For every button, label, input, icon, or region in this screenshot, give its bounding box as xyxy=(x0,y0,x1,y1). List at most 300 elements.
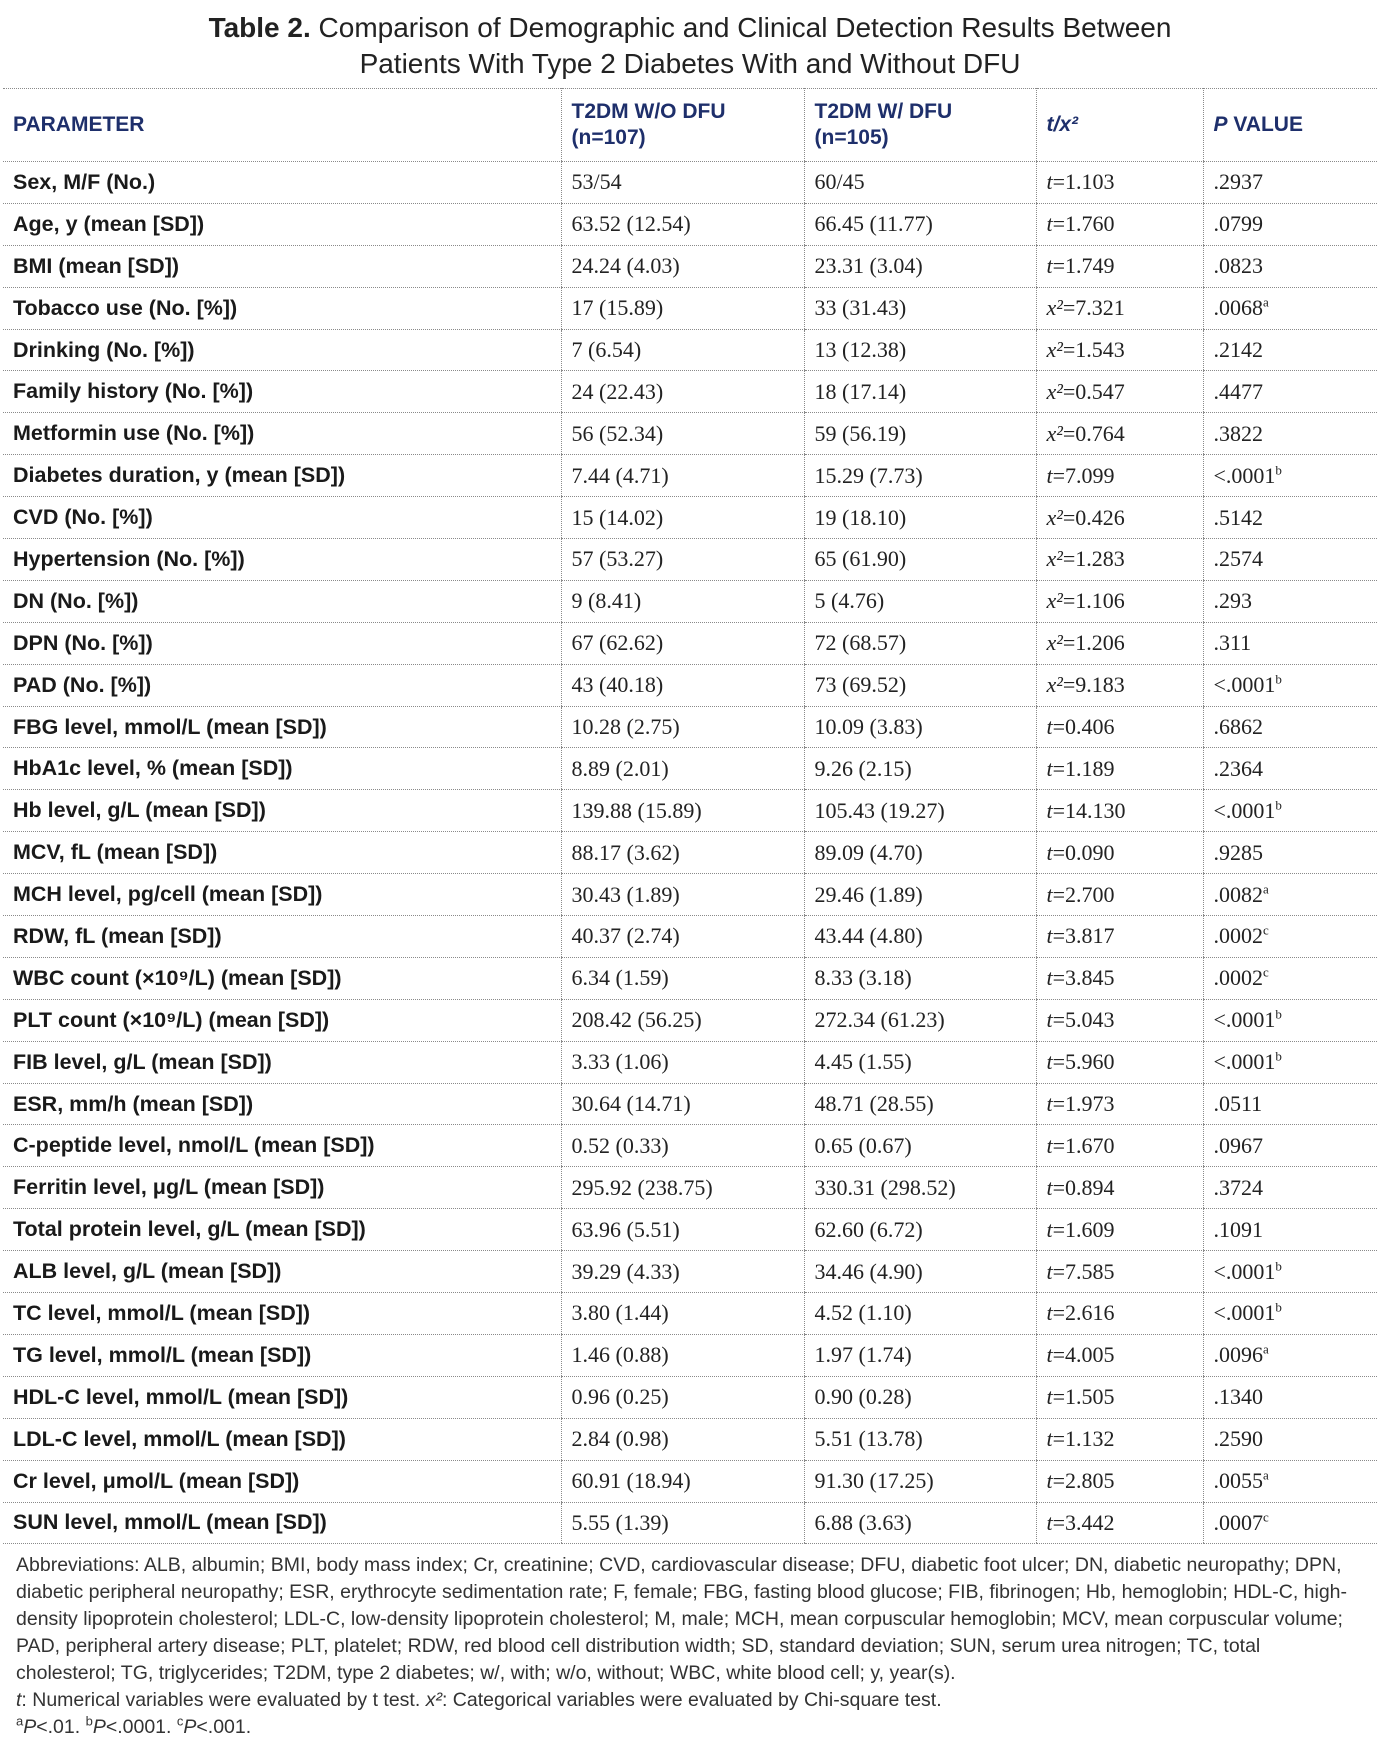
statistic-value: =1.670 xyxy=(1052,1132,1115,1158)
cell-t2dm-with-dfu: 0.90 (0.28) xyxy=(804,1376,1036,1418)
cell-test-statistic xyxy=(1036,1460,1203,1502)
p-value-text: <.0001 xyxy=(1213,1300,1276,1326)
statistic-value: =5.043 xyxy=(1052,1007,1115,1033)
statistic-symbol: t xyxy=(1046,714,1053,740)
cell-p-value xyxy=(1203,1502,1377,1544)
cell-parameter: Total protein level, g/L (mean [SD]) xyxy=(3,1209,561,1251)
cell-t2dm-with-dfu: 10.09 (3.83) xyxy=(804,706,1036,748)
statistic-value: =1.189 xyxy=(1052,755,1115,781)
p-value-text: .0002 xyxy=(1213,923,1263,949)
statistic-value: =7.099 xyxy=(1052,462,1115,488)
table-row xyxy=(3,245,1377,287)
p-value-text: .3724 xyxy=(1213,1174,1263,1200)
footnote-mark: a xyxy=(16,1713,24,1729)
footnote-mark: c xyxy=(176,1713,184,1729)
cell-p-value xyxy=(1203,1083,1377,1125)
p-value-text: .2574 xyxy=(1213,546,1263,572)
cell-test-statistic xyxy=(1036,706,1203,748)
footnote-symbol: P xyxy=(183,1716,197,1739)
significance-marker: b xyxy=(1275,1300,1282,1316)
cell-t2dm-with-dfu: 1.97 (1.74) xyxy=(804,1334,1036,1376)
statistic-value: =7.321 xyxy=(1062,295,1125,321)
cell-p-value xyxy=(1203,287,1377,329)
footnote-symbol: P xyxy=(23,1716,37,1739)
statistic-symbol: t xyxy=(1046,923,1053,949)
statistic-value: =2.700 xyxy=(1052,881,1115,907)
statistic-symbol: t xyxy=(1046,1132,1053,1158)
cell-p-value xyxy=(1203,748,1377,790)
cell-t2dm-without-dfu: 24 (22.43) xyxy=(561,371,804,413)
statistic-value: =0.547 xyxy=(1062,378,1125,404)
significance-marker: b xyxy=(1275,671,1282,687)
statistic-symbol: t xyxy=(1046,965,1053,991)
statistic-value: =0.426 xyxy=(1062,504,1125,530)
header-parameter: PARAMETER xyxy=(3,89,561,162)
cell-test-statistic xyxy=(1036,1502,1203,1544)
p-value-text: .5142 xyxy=(1213,504,1263,530)
statistic-value: =7.585 xyxy=(1052,1258,1115,1284)
statistic-value: =2.616 xyxy=(1052,1300,1115,1326)
statistic-value: =3.845 xyxy=(1052,965,1115,991)
cell-p-value xyxy=(1203,832,1377,874)
cell-t2dm-without-dfu: 8.89 (2.01) xyxy=(561,748,804,790)
table-body xyxy=(3,162,1377,1544)
statistic-value: =1.103 xyxy=(1052,169,1115,195)
cell-parameter: WBC count (×10⁹/L) (mean [SD]) xyxy=(3,957,561,999)
cell-parameter: RDW, fL (mean [SD]) xyxy=(3,916,561,958)
caption-line-1 xyxy=(0,10,1380,46)
significance-marker: a xyxy=(1263,294,1269,310)
significance-marker: c xyxy=(1263,965,1269,981)
cell-parameter: C-peptide level, nmol/L (mean [SD]) xyxy=(3,1125,561,1167)
p-value-text: <.0001 xyxy=(1213,797,1276,823)
cell-t2dm-without-dfu: 139.88 (15.89) xyxy=(561,790,804,832)
footnote-text: <.0001. xyxy=(105,1716,172,1739)
cell-p-value xyxy=(1203,1293,1377,1335)
p-value-text: .0007 xyxy=(1213,1509,1263,1535)
cell-t2dm-with-dfu: 65 (61.90) xyxy=(804,539,1036,581)
table-row xyxy=(3,664,1377,706)
header-t2dm-without-dfu xyxy=(561,89,804,162)
statistic-symbol: t xyxy=(1046,1216,1053,1242)
cell-t2dm-without-dfu: 0.52 (0.33) xyxy=(561,1125,804,1167)
cell-test-statistic xyxy=(1036,1209,1203,1251)
cell-parameter: Tobacco use (No. [%]) xyxy=(3,287,561,329)
statistic-value: =3.817 xyxy=(1052,923,1115,949)
cell-p-value xyxy=(1203,203,1377,245)
cell-p-value xyxy=(1203,1125,1377,1167)
table-label: Table 2. xyxy=(208,12,311,43)
table-row xyxy=(3,622,1377,664)
cell-p-value xyxy=(1203,1209,1377,1251)
cell-t2dm-without-dfu: 208.42 (56.25) xyxy=(561,999,804,1041)
table-row xyxy=(3,371,1377,413)
significance-marker: b xyxy=(1275,1258,1282,1274)
cell-p-value xyxy=(1203,245,1377,287)
p-value-text: .2364 xyxy=(1213,755,1263,781)
statistic-value: =1.132 xyxy=(1052,1426,1115,1452)
cell-parameter: CVD (No. [%]) xyxy=(3,497,561,539)
cell-t2dm-with-dfu: 73 (69.52) xyxy=(804,664,1036,706)
statistic-symbol: t xyxy=(1046,1007,1053,1033)
cell-t2dm-without-dfu: 7.44 (4.71) xyxy=(561,455,804,497)
cell-test-statistic xyxy=(1036,1125,1203,1167)
statistic-value: =1.543 xyxy=(1062,337,1125,362)
table-row xyxy=(3,1125,1377,1167)
cell-t2dm-without-dfu: 295.92 (238.75) xyxy=(561,1167,804,1209)
cell-t2dm-without-dfu: 17 (15.89) xyxy=(561,287,804,329)
table-header xyxy=(3,89,1377,162)
table-notes xyxy=(16,1552,1364,1741)
cell-t2dm-with-dfu: 13 (12.38) xyxy=(804,329,1036,371)
statistic-symbol: t xyxy=(1046,253,1053,279)
header-p-symbol: P xyxy=(1213,113,1228,136)
cell-p-value xyxy=(1203,664,1377,706)
p-value-text: .293 xyxy=(1213,588,1252,614)
table-row xyxy=(3,413,1377,455)
cell-parameter: FIB level, g/L (mean [SD]) xyxy=(3,1041,561,1083)
cell-test-statistic xyxy=(1036,664,1203,706)
cell-test-statistic xyxy=(1036,203,1203,245)
statistic-symbol: x² xyxy=(1046,378,1063,404)
header-p-value xyxy=(1203,89,1377,162)
statistic-symbol: x² xyxy=(1046,337,1063,362)
cell-parameter: Cr level, μmol/L (mean [SD]) xyxy=(3,1460,561,1502)
cell-parameter: SUN level, mmol/L (mean [SD]) xyxy=(3,1502,561,1544)
header-t2dm-with-dfu-label: T2DM W/ DFU xyxy=(814,100,953,123)
statistic-symbol: t xyxy=(1046,169,1053,195)
cell-t2dm-without-dfu: 9 (8.41) xyxy=(561,580,804,622)
cell-p-value xyxy=(1203,874,1377,916)
p-value-text: .0823 xyxy=(1213,253,1263,279)
table-row xyxy=(3,1209,1377,1251)
statistic-symbol: t xyxy=(1046,1342,1053,1368)
cell-t2dm-with-dfu: 18 (17.14) xyxy=(804,371,1036,413)
statistic-symbol: t xyxy=(1046,1509,1053,1535)
cell-p-value xyxy=(1203,957,1377,999)
cell-p-value xyxy=(1203,999,1377,1041)
p-value-text: .0799 xyxy=(1213,211,1263,237)
significance-marker: c xyxy=(1263,923,1269,939)
statistic-value: =0.764 xyxy=(1062,420,1125,446)
x-note-text: : Categorical variables were evaluated by Chi-square test. xyxy=(441,1689,942,1712)
table-row xyxy=(3,748,1377,790)
p-value-text: .0511 xyxy=(1213,1091,1263,1117)
header-t2dm-with-dfu xyxy=(804,89,1036,162)
statistic-value: =1.609 xyxy=(1052,1216,1115,1242)
header-test-statistic: t/x² xyxy=(1036,89,1203,162)
table-row xyxy=(3,999,1377,1041)
statistic-value: =9.183 xyxy=(1062,672,1125,698)
statistic-symbol: t xyxy=(1046,755,1053,781)
p-value-text: <.0001 xyxy=(1213,462,1276,488)
table-row xyxy=(3,1083,1377,1125)
cell-parameter: Sex, M/F (No.) xyxy=(3,162,561,204)
table-row xyxy=(3,287,1377,329)
table-row xyxy=(3,162,1377,204)
table-row xyxy=(3,832,1377,874)
table-row xyxy=(3,203,1377,245)
cell-p-value xyxy=(1203,1460,1377,1502)
p-value-text: .311 xyxy=(1213,630,1252,656)
cell-parameter: FBG level, mmol/L (mean [SD]) xyxy=(3,706,561,748)
statistic-symbol: t xyxy=(1046,881,1053,907)
header-t2dm-with-dfu-n: (n=105) xyxy=(814,126,889,149)
statistic-symbol: t xyxy=(1046,211,1053,237)
cell-p-value xyxy=(1203,706,1377,748)
cell-t2dm-without-dfu: 1.46 (0.88) xyxy=(561,1334,804,1376)
table-row xyxy=(3,957,1377,999)
comparison-table xyxy=(3,88,1377,1544)
footnote-text: <.001. xyxy=(196,1716,252,1739)
header-t2dm-without-dfu-n: (n=107) xyxy=(571,126,646,149)
cell-t2dm-with-dfu: 43.44 (4.80) xyxy=(804,916,1036,958)
cell-parameter: HDL-C level, mmol/L (mean [SD]) xyxy=(3,1376,561,1418)
cell-t2dm-with-dfu: 19 (18.10) xyxy=(804,497,1036,539)
cell-t2dm-without-dfu: 63.96 (5.51) xyxy=(561,1209,804,1251)
p-value-text: .2590 xyxy=(1213,1426,1263,1452)
cell-t2dm-without-dfu: 10.28 (2.75) xyxy=(561,706,804,748)
statistic-symbol: t xyxy=(1046,1258,1053,1284)
statistic-symbol: x² xyxy=(1046,504,1063,530)
cell-test-statistic xyxy=(1036,832,1203,874)
cell-t2dm-with-dfu: 89.09 (4.70) xyxy=(804,832,1036,874)
table-row xyxy=(3,1251,1377,1293)
table-row xyxy=(3,455,1377,497)
cell-t2dm-with-dfu: 0.65 (0.67) xyxy=(804,1125,1036,1167)
p-value-text: .0068 xyxy=(1213,295,1263,321)
cell-parameter: MCH level, pg/cell (mean [SD]) xyxy=(3,874,561,916)
table-row xyxy=(3,874,1377,916)
cell-t2dm-with-dfu: 8.33 (3.18) xyxy=(804,957,1036,999)
cell-t2dm-with-dfu: 72 (68.57) xyxy=(804,622,1036,664)
cell-p-value xyxy=(1203,1334,1377,1376)
statistic-value: =4.005 xyxy=(1052,1342,1115,1368)
cell-parameter: Hypertension (No. [%]) xyxy=(3,539,561,581)
statistic-value: =1.206 xyxy=(1062,630,1125,656)
table-row xyxy=(3,329,1377,371)
cell-p-value xyxy=(1203,162,1377,204)
cell-parameter: TG level, mmol/L (mean [SD]) xyxy=(3,1334,561,1376)
cell-t2dm-with-dfu: 5 (4.76) xyxy=(804,580,1036,622)
cell-test-statistic xyxy=(1036,539,1203,581)
table-row xyxy=(3,580,1377,622)
p-value-text: .9285 xyxy=(1213,839,1263,865)
cell-test-statistic xyxy=(1036,916,1203,958)
cell-p-value xyxy=(1203,790,1377,832)
cell-t2dm-with-dfu: 34.46 (4.90) xyxy=(804,1251,1036,1293)
cell-t2dm-without-dfu: 67 (62.62) xyxy=(561,622,804,664)
p-value-text: .0055 xyxy=(1213,1468,1263,1494)
p-value-text: .1340 xyxy=(1213,1384,1263,1410)
statistic-value: =1.283 xyxy=(1062,546,1125,572)
statistic-symbol: t xyxy=(1046,1468,1053,1494)
statistic-symbol: x² xyxy=(1046,420,1063,446)
footnote-mark: b xyxy=(85,1713,93,1729)
cell-parameter: Metformin use (No. [%]) xyxy=(3,413,561,455)
p-value-text: .0082 xyxy=(1213,881,1263,907)
cell-p-value xyxy=(1203,1167,1377,1209)
test-note xyxy=(16,1687,1364,1714)
statistic-value: =2.805 xyxy=(1052,1468,1115,1494)
abbreviations-note: Abbreviations: ALB, albumin; BMI, body mass index; Cr, creatinine; CVD, cardiovascular disease; DFU, diabetic foot ulcer; DN, diabetic neuropathy; DPN, diabetic peripheral neuropathy; ESR, erythrocyte sedimentation rate; F, female; FBG, fasting blood glucose; FIB, fibrinogen; Hb, hemoglobin; HDL-C, high-density lipoprotein cholesterol; LDL-C, low-density lipoprotein cholesterol; M, male; MCH, mean corpuscular hemoglobin; MCV, mean corpuscular volume; PAD, peripheral artery disease; PLT, platelet; RDW, red blood cell distribution width; SD, standard deviation; SUN, serum urea nitrogen; TC, total cholesterol; TG, triglycerides; T2DM, type 2 diabetes; w/, with; w/o, without; WBC, white blood cell; y, year(s). xyxy=(16,1554,1348,1685)
statistic-symbol: x² xyxy=(1046,630,1063,656)
statistic-symbol: t xyxy=(1046,797,1053,823)
statistic-symbol: t xyxy=(1046,1049,1053,1075)
cell-t2dm-with-dfu: 4.52 (1.10) xyxy=(804,1293,1036,1335)
cell-test-statistic xyxy=(1036,1167,1203,1209)
cell-test-statistic xyxy=(1036,371,1203,413)
cell-parameter: BMI (mean [SD]) xyxy=(3,245,561,287)
cell-t2dm-without-dfu: 39.29 (4.33) xyxy=(561,1251,804,1293)
cell-t2dm-without-dfu: 6.34 (1.59) xyxy=(561,957,804,999)
table-row xyxy=(3,1460,1377,1502)
cell-test-statistic xyxy=(1036,580,1203,622)
statistic-value: =14.130 xyxy=(1052,797,1126,823)
statistic-value: =0.894 xyxy=(1052,1174,1115,1200)
p-value-text: .0967 xyxy=(1213,1132,1263,1158)
cell-t2dm-with-dfu: 60/45 xyxy=(804,162,1036,204)
statistic-symbol: x² xyxy=(1046,588,1063,614)
table-row xyxy=(3,706,1377,748)
cell-t2dm-without-dfu: 88.17 (3.62) xyxy=(561,832,804,874)
cell-t2dm-with-dfu: 66.45 (11.77) xyxy=(804,203,1036,245)
table-title-line-1: Comparison of Demographic and Clinical Detection Results Between xyxy=(318,12,1172,43)
cell-test-statistic xyxy=(1036,455,1203,497)
cell-t2dm-without-dfu: 43 (40.18) xyxy=(561,664,804,706)
cell-p-value xyxy=(1203,1041,1377,1083)
p-value-text: .0002 xyxy=(1213,965,1263,991)
p-value-text: .2142 xyxy=(1213,337,1263,362)
cell-t2dm-with-dfu: 4.45 (1.55) xyxy=(804,1041,1036,1083)
cell-t2dm-with-dfu: 272.34 (61.23) xyxy=(804,999,1036,1041)
table-row xyxy=(3,1293,1377,1335)
table-title-line-2: Patients With Type 2 Diabetes With and Without DFU xyxy=(359,48,1021,79)
cell-t2dm-without-dfu: 60.91 (18.94) xyxy=(561,1460,804,1502)
statistic-symbol: t xyxy=(1046,1174,1053,1200)
cell-p-value xyxy=(1203,622,1377,664)
significance-marker: a xyxy=(1263,1467,1269,1483)
p-value-text: <.0001 xyxy=(1213,1049,1276,1075)
x-symbol: x² xyxy=(425,1689,442,1712)
cell-parameter: Ferritin level, μg/L (mean [SD]) xyxy=(3,1167,561,1209)
significance-marker: b xyxy=(1275,1048,1282,1064)
cell-parameter: HbA1c level, % (mean [SD]) xyxy=(3,748,561,790)
significance-marker: c xyxy=(1263,1509,1269,1525)
cell-test-statistic xyxy=(1036,748,1203,790)
header-t2dm-without-dfu-label: T2DM W/O DFU xyxy=(571,100,726,123)
table-row xyxy=(3,916,1377,958)
cell-test-statistic xyxy=(1036,874,1203,916)
cell-p-value xyxy=(1203,1251,1377,1293)
footnote-symbol: P xyxy=(92,1716,106,1739)
significance-marker: a xyxy=(1263,1342,1269,1358)
cell-parameter: ALB level, g/L (mean [SD]) xyxy=(3,1251,561,1293)
p-value-text: .3822 xyxy=(1213,420,1263,446)
cell-t2dm-with-dfu: 62.60 (6.72) xyxy=(804,1209,1036,1251)
cell-parameter: PAD (No. [%]) xyxy=(3,664,561,706)
cell-t2dm-without-dfu: 7 (6.54) xyxy=(561,329,804,371)
p-value-text: <.0001 xyxy=(1213,1007,1276,1033)
p-value-text: .6862 xyxy=(1213,714,1263,740)
cell-parameter: PLT count (×10⁹/L) (mean [SD]) xyxy=(3,999,561,1041)
statistic-symbol: x² xyxy=(1046,672,1063,698)
statistic-symbol: t xyxy=(1046,1426,1053,1452)
table-row xyxy=(3,1167,1377,1209)
cell-test-statistic xyxy=(1036,287,1203,329)
cell-t2dm-without-dfu: 5.55 (1.39) xyxy=(561,1502,804,1544)
cell-t2dm-without-dfu: 30.64 (14.71) xyxy=(561,1083,804,1125)
p-value-text: .0096 xyxy=(1213,1342,1263,1368)
cell-test-statistic xyxy=(1036,329,1203,371)
cell-test-statistic xyxy=(1036,497,1203,539)
table-row xyxy=(3,1376,1377,1418)
table-row xyxy=(3,497,1377,539)
cell-test-statistic xyxy=(1036,999,1203,1041)
cell-t2dm-with-dfu: 15.29 (7.73) xyxy=(804,455,1036,497)
cell-parameter: Age, y (mean [SD]) xyxy=(3,203,561,245)
table-row xyxy=(3,1041,1377,1083)
cell-parameter: LDL-C level, mmol/L (mean [SD]) xyxy=(3,1418,561,1460)
cell-t2dm-with-dfu: 5.51 (13.78) xyxy=(804,1418,1036,1460)
cell-test-statistic xyxy=(1036,1418,1203,1460)
cell-t2dm-with-dfu: 33 (31.43) xyxy=(804,287,1036,329)
table-row xyxy=(3,1502,1377,1544)
cell-test-statistic xyxy=(1036,1376,1203,1418)
statistic-value: =1.505 xyxy=(1052,1384,1115,1410)
cell-p-value xyxy=(1203,329,1377,371)
cell-t2dm-without-dfu: 63.52 (12.54) xyxy=(561,203,804,245)
cell-parameter: DPN (No. [%]) xyxy=(3,622,561,664)
statistic-symbol: t xyxy=(1046,839,1053,865)
table-caption xyxy=(0,10,1380,82)
statistic-value: =1.973 xyxy=(1052,1091,1115,1117)
cell-t2dm-with-dfu: 59 (56.19) xyxy=(804,413,1036,455)
cell-t2dm-without-dfu: 57 (53.27) xyxy=(561,539,804,581)
statistic-value: =3.442 xyxy=(1052,1509,1115,1535)
cell-t2dm-without-dfu: 24.24 (4.03) xyxy=(561,245,804,287)
statistic-value: =5.960 xyxy=(1052,1049,1115,1075)
cell-p-value xyxy=(1203,580,1377,622)
statistic-symbol: t xyxy=(1046,1091,1053,1117)
cell-t2dm-with-dfu: 9.26 (2.15) xyxy=(804,748,1036,790)
cell-p-value xyxy=(1203,539,1377,581)
cell-test-statistic xyxy=(1036,245,1203,287)
cell-p-value xyxy=(1203,497,1377,539)
cell-parameter: MCV, fL (mean [SD]) xyxy=(3,832,561,874)
cell-t2dm-without-dfu: 2.84 (0.98) xyxy=(561,1418,804,1460)
cell-p-value xyxy=(1203,1418,1377,1460)
statistic-symbol: t xyxy=(1046,1384,1053,1410)
significance-marker: b xyxy=(1275,797,1282,813)
statistic-symbol: x² xyxy=(1046,295,1063,321)
cell-t2dm-with-dfu: 330.31 (298.52) xyxy=(804,1167,1036,1209)
cell-t2dm-without-dfu: 0.96 (0.25) xyxy=(561,1376,804,1418)
cell-test-statistic xyxy=(1036,622,1203,664)
significance-footnotes xyxy=(16,1714,1364,1741)
cell-parameter: Diabetes duration, y (mean [SD]) xyxy=(3,455,561,497)
cell-t2dm-with-dfu: 6.88 (3.63) xyxy=(804,1502,1036,1544)
cell-p-value xyxy=(1203,371,1377,413)
cell-test-statistic xyxy=(1036,1041,1203,1083)
cell-test-statistic xyxy=(1036,957,1203,999)
p-value-text: <.0001 xyxy=(1213,672,1276,698)
cell-parameter: Family history (No. [%]) xyxy=(3,371,561,413)
cell-t2dm-with-dfu: 23.31 (3.04) xyxy=(804,245,1036,287)
cell-test-statistic xyxy=(1036,162,1203,204)
cell-p-value xyxy=(1203,413,1377,455)
t-note-text: : Numerical variables were evaluated by t test. xyxy=(21,1689,421,1712)
